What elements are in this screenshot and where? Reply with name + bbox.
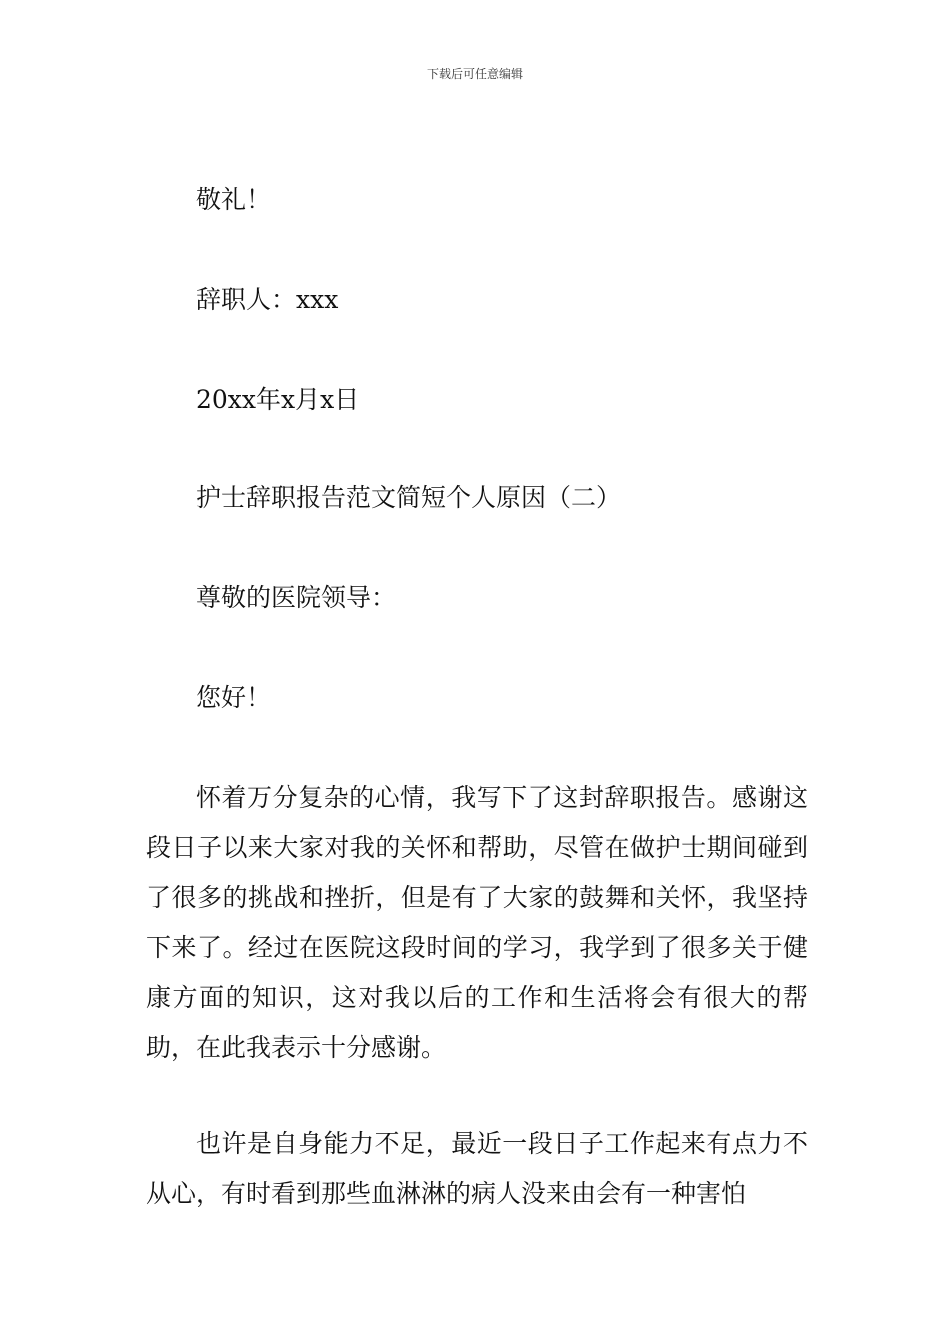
section-title: 护士辞职报告范文简短个人原因（二） — [196, 483, 622, 512]
date-line: 20xx年x月x日 — [196, 385, 360, 414]
body-paragraph-1: 怀着万分复杂的心情，我写下了这封辞职报告。感谢这段日子以来大家对我的关怀和帮助，尽管在做护士期间碰到了很多的挑战和挫折，但是有了大家的鼓舞和关怀，我坚持下来了。经过在医院这段时间的学习，我学到了很多关于健康方面的知识，这对我以后的工作和生活将会有很大的帮助，在此我表示十分感谢。 — [146, 783, 808, 1062]
body-paragraph-2: 也许是自身能力不足，最近一段日子工作起来有点力不从心，有时看到那些血淋淋的病人没来由会有一种害怕 — [146, 1129, 808, 1208]
closing-line: 敬礼！ — [196, 185, 272, 214]
salutation-line: 尊敬的医院领导： — [196, 583, 397, 612]
page-header: 下载后可任意编辑 — [426, 67, 523, 81]
greeting-line: 您好！ — [196, 683, 272, 712]
signer-line: 辞职人：xxx — [196, 285, 339, 314]
